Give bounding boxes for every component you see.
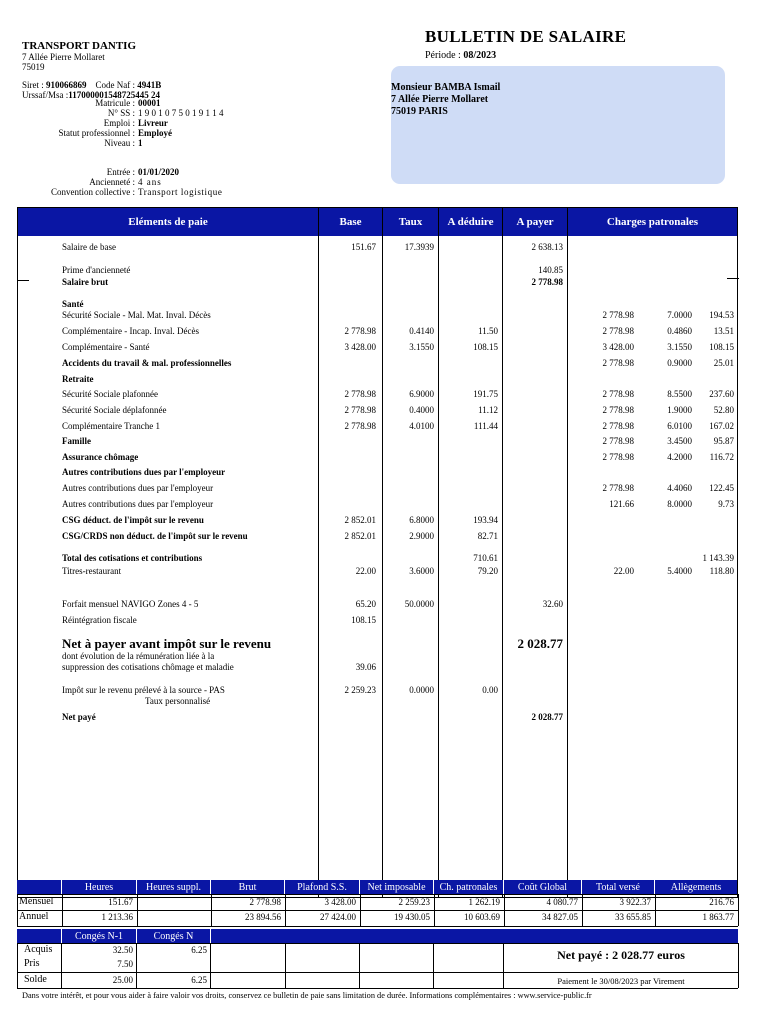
row-charge-taux: 1.9000 <box>667 405 692 415</box>
row-label: Autres contributions dues par l'employeur <box>62 467 226 477</box>
row-label: Forfait mensuel NAVIGO Zones 4 - 5 <box>62 599 199 609</box>
row-label: Autres contributions dues par l'employeur <box>62 499 214 509</box>
acquis-cell: 32.50 <box>112 945 133 955</box>
row-label: Complémentaire - Incap. Inval. Décès <box>62 326 199 336</box>
row-charge-montant: 108.15 <box>709 342 734 352</box>
row-taux: 17.3939 <box>404 242 434 252</box>
pris-cell <box>137 957 211 971</box>
row-charge-base: 2 778.98 <box>602 310 634 320</box>
periode-value: 08/2023 <box>463 50 497 61</box>
row-base: 2 778.98 <box>344 326 376 336</box>
net-paye-summary: Net payé : 2 028.77 euros <box>557 948 685 962</box>
row-taux: 6.8000 <box>409 515 434 525</box>
row-label: Réintégration fiscale <box>62 615 137 625</box>
grid-line <box>285 943 286 988</box>
exoneration-value: 39.06 <box>355 662 376 672</box>
employer-postcode: 75019 <box>22 62 45 72</box>
emploi-value: Livreur <box>138 118 168 128</box>
mensuel-cell <box>137 895 211 909</box>
summary-header: Total versé <box>582 880 654 894</box>
row-charge-taux: 3.1550 <box>667 342 692 352</box>
grid-line <box>17 972 738 973</box>
summary-header: Brut <box>211 880 284 894</box>
grid-line <box>210 943 211 988</box>
header-charges: Charges patronales <box>568 208 737 236</box>
conges-n-header: Congés N <box>137 929 210 943</box>
entree-label: Entrée : <box>106 167 135 177</box>
row-charge-base: 3 428.00 <box>602 342 634 352</box>
row-label: Complémentaire Tranche 1 <box>62 421 160 431</box>
annuel-cell: 23 894.56 <box>245 912 281 922</box>
row-label: Salaire de base <box>62 242 116 252</box>
row-charge-montant: 95.87 <box>713 436 734 446</box>
row-label: Accidents du travail & mal. professionnelles <box>62 358 232 368</box>
row-charge-taux: 8.0000 <box>667 499 692 509</box>
solde-cell: 6.25 <box>191 975 207 985</box>
row-taux: 0.4140 <box>409 326 434 336</box>
header-elements: Eléments de paie <box>18 208 318 236</box>
grid-line <box>137 894 138 926</box>
row-label: Famille <box>62 436 91 446</box>
siret-label: Siret : <box>22 80 44 90</box>
row-deduire: 710.61 <box>473 553 498 563</box>
row-charge-montant: 52.80 <box>713 405 734 415</box>
employee-city: 75019 PARIS <box>391 106 448 117</box>
grid-line <box>433 943 434 988</box>
mensuel-cell: 3 428.00 <box>324 897 356 907</box>
niveau-value: 1 <box>138 138 143 148</box>
taux-perso-label: Taux personnalisé <box>145 696 211 706</box>
row-taux: 50.0000 <box>404 599 434 609</box>
summary-header: Plafond S.S. <box>285 880 359 894</box>
row-deduire: 111.44 <box>473 421 498 431</box>
net-avant-impot-label: Net à payer avant impôt sur le revenu <box>62 636 272 651</box>
employee-address <box>391 82 500 118</box>
row-label: Salaire brut <box>62 277 109 287</box>
row-charge-base: 2 778.98 <box>602 452 634 462</box>
grid-line <box>655 894 656 926</box>
header-payer: A payer <box>503 208 567 236</box>
row-taux: 4.0100 <box>409 421 434 431</box>
grid-line <box>359 943 360 988</box>
row-base: 2 852.01 <box>344 531 376 541</box>
row-charge-montant: 118.80 <box>709 566 734 576</box>
row-label: Sécurité Sociale plafonnée <box>62 389 158 399</box>
row-label: Santé <box>62 299 84 309</box>
row-label: Retraite <box>62 374 94 384</box>
col-divider <box>502 208 503 897</box>
niveau-label: Niveau : <box>104 138 135 148</box>
row-base: 151.67 <box>351 242 376 252</box>
naf-label: Code Naf : <box>95 80 135 90</box>
row-charge-base: 22.00 <box>613 566 634 576</box>
net-paye-label: Net payé <box>62 712 96 722</box>
employer-name: TRANSPORT DANTIG <box>22 40 137 52</box>
grid-line <box>17 943 18 988</box>
col-divider <box>438 208 439 897</box>
row-label: CSG déduct. de l'impôt sur le revenu <box>62 515 204 525</box>
row-label: Sécurité Sociale - Mal. Mat. Inval. Décès <box>62 310 211 320</box>
summary-header: Ch. patronales <box>434 880 503 894</box>
row-taux: 3.1550 <box>409 342 434 352</box>
row-charge-montant: 237.60 <box>709 389 734 399</box>
ss-value: 1 9 0 1 0 7 5 0 1 9 1 1 4 <box>138 108 224 118</box>
mensuel-cell: 3 922.37 <box>619 897 651 907</box>
grid-line <box>61 943 62 988</box>
emploi-label: Emploi : <box>103 118 135 128</box>
mensuel-cell: 2 778.98 <box>249 897 281 907</box>
employer-block <box>22 40 136 72</box>
row-payer: 140.85 <box>538 265 563 275</box>
row-payer: 2 638.13 <box>531 242 563 252</box>
row-charge-base: 121.66 <box>609 499 634 509</box>
row-label: Autres contributions dues par l'employeur <box>62 483 214 493</box>
row-charge-montant: 25.01 <box>713 358 734 368</box>
paiement-info: Paiement le 30/08/2023 par Virement <box>557 976 685 986</box>
row-payer: 2 778.98 <box>531 277 563 287</box>
row-deduire: 193.94 <box>473 515 498 525</box>
grid-line <box>136 943 137 988</box>
periode-label: Période : <box>425 50 461 61</box>
mensuel-label: Mensuel <box>19 896 54 907</box>
employee-info <box>22 98 302 148</box>
mensuel-cell: 216.76 <box>709 897 734 907</box>
conges-header-fill <box>211 929 738 943</box>
row-base: 65.20 <box>355 599 376 609</box>
grid-line <box>17 988 738 989</box>
exoneration-text-2: suppression des cotisations chômage et maladie <box>62 662 234 672</box>
row-charge-taux: 5.4000 <box>667 566 692 576</box>
acquis-cell: 6.25 <box>191 945 207 955</box>
convention-value: Transport logistique <box>138 187 223 197</box>
exoneration-text-1: dont évolution de la rémunération liée à la <box>62 651 215 661</box>
summary-header-blank <box>17 880 61 894</box>
grid-line <box>582 894 583 926</box>
statut-label: Statut professionnel : <box>58 128 135 138</box>
annuel-cell: 19 430.05 <box>394 912 430 922</box>
pris-cell: 7.50 <box>117 959 133 969</box>
row-charge-montant: 9.73 <box>718 499 734 509</box>
row-charge-taux: 4.4060 <box>667 483 692 493</box>
grid-line <box>434 894 435 926</box>
annuel-label: Annuel <box>19 911 49 922</box>
acquis-label: Acquis <box>24 944 53 955</box>
naf-value: 4941B <box>137 80 162 90</box>
net-avant-impot-value: 2 028.77 <box>517 636 563 651</box>
summary-header: Coût Global <box>504 880 581 894</box>
matricule-value: 00001 <box>138 98 161 108</box>
siret-value: 910066869 <box>46 80 87 90</box>
row-charge-montant: 167.02 <box>709 421 734 431</box>
mensuel-cell: 2 259.23 <box>398 897 430 907</box>
row-charge-montant: 116.72 <box>709 452 734 462</box>
row-label: Sécurité Sociale déplafonnée <box>62 405 167 415</box>
pris-label: Pris <box>24 958 40 969</box>
row-charge-montant: 1 143.39 <box>702 553 734 563</box>
row-base: 2 778.98 <box>344 421 376 431</box>
conges-header-blank <box>17 929 61 943</box>
summary-header: Heures <box>62 880 136 894</box>
grid-line <box>62 894 63 926</box>
row-label: Prime d'ancienneté <box>62 265 131 275</box>
row-charge-taux: 6.0100 <box>667 421 692 431</box>
employer-identifiers <box>22 80 161 100</box>
entree-value: 01/01/2020 <box>138 167 180 177</box>
contract-info <box>22 167 322 197</box>
pas-base: 2 259.23 <box>344 685 376 695</box>
annuel-cell: 33 655.85 <box>615 912 651 922</box>
matricule-label: Matricule : <box>95 98 135 108</box>
row-base: 3 428.00 <box>344 342 376 352</box>
row-base: 2 852.01 <box>344 515 376 525</box>
solde-label: Solde <box>24 974 47 985</box>
solde-cell: 25.00 <box>112 975 133 985</box>
header-base: Base <box>319 208 382 236</box>
summary-header: Heures suppl. <box>137 880 210 894</box>
document-title: BULLETIN DE SALAIRE <box>425 27 627 46</box>
row-charge-base: 2 778.98 <box>602 326 634 336</box>
anciennete-label: Ancienneté : <box>89 177 135 187</box>
row-base: 2 778.98 <box>344 405 376 415</box>
mensuel-cell: 151.67 <box>108 897 133 907</box>
row-taux: 3.6000 <box>409 566 434 576</box>
row-deduire: 11.12 <box>478 405 498 415</box>
col-divider <box>318 208 319 897</box>
employee-street: 7 Allée Pierre Mollaret <box>391 94 489 105</box>
row-base: 108.15 <box>351 615 376 625</box>
grid-line <box>738 894 739 926</box>
summary-header: Net imposable <box>360 880 433 894</box>
row-taux: 6.9000 <box>409 389 434 399</box>
pas-deduire: 0.00 <box>482 685 498 695</box>
annuel-cell: 27 424.00 <box>320 912 356 922</box>
row-label: Complémentaire - Santé <box>62 342 150 352</box>
pas-label: Impôt sur le revenu prélevé à la source - PAS <box>62 685 225 695</box>
row-charge-taux: 7.0000 <box>667 310 692 320</box>
row-deduire: 82.71 <box>477 531 498 541</box>
statut-value: Employé <box>138 128 173 138</box>
row-charge-montant: 13.51 <box>713 326 734 336</box>
grid-line <box>17 910 738 911</box>
row-base: 2 778.98 <box>344 389 376 399</box>
col-divider <box>567 208 568 897</box>
row-charge-taux: 8.5500 <box>667 389 692 399</box>
row-deduire: 11.50 <box>478 326 498 336</box>
grid-line <box>738 943 739 988</box>
row-charge-base: 2 778.98 <box>602 483 634 493</box>
ss-label: N° SS : <box>107 108 135 118</box>
net-paye-value: 2 028.77 <box>531 712 563 722</box>
row-payer: 32.60 <box>542 599 563 609</box>
grid-line <box>504 894 505 926</box>
row-charge-base: 2 778.98 <box>602 421 634 431</box>
pas-taux: 0.0000 <box>409 685 434 695</box>
row-label: CSG/CRDS non déduct. de l'impôt sur le revenu <box>62 531 248 541</box>
employee-name: Monsieur BAMBA Ismail <box>391 82 501 93</box>
row-taux: 2.9000 <box>409 531 434 541</box>
annuel-cell: 1 863.77 <box>702 912 734 922</box>
row-charge-taux: 0.9000 <box>667 358 692 368</box>
row-base: 22.00 <box>355 566 376 576</box>
convention-label: Convention collective : <box>51 187 135 197</box>
col-divider <box>382 208 383 897</box>
grid-line <box>17 943 738 944</box>
anciennete-value: 4 ans <box>138 177 162 187</box>
row-label: Total des cotisations et contributions <box>62 553 203 563</box>
grid-line <box>360 894 361 926</box>
footer-note: Dans votre intérêt, et pour vous aider à faire valoir vos droits, conservez ce bulletin de paie sans limitation de durée. Informations complémentaires : www.service-public.fr <box>22 991 592 1000</box>
row-taux: 0.4000 <box>409 405 434 415</box>
tick-mark <box>727 278 739 279</box>
row-deduire: 79.20 <box>477 566 498 576</box>
row-deduire: 191.75 <box>473 389 498 399</box>
row-label: Assurance chômage <box>62 452 139 462</box>
tick-mark <box>17 280 29 281</box>
header-taux: Taux <box>383 208 438 236</box>
employer-street: 7 Allée Pierre Mollaret <box>22 52 105 62</box>
row-deduire: 108.15 <box>473 342 498 352</box>
payslip-table <box>17 207 738 898</box>
row-label: Titres-restaurant <box>62 566 122 576</box>
row-charge-montant: 194.53 <box>709 310 734 320</box>
grid-line <box>17 926 738 927</box>
mensuel-cell: 1 262.19 <box>468 897 500 907</box>
periode <box>425 50 496 61</box>
annuel-cell: 1 213.36 <box>101 912 133 922</box>
urssaf-value: 117000001548725445 24 <box>68 90 161 100</box>
conges-n1-header: Congés N-1 <box>62 929 136 943</box>
employee-address-box <box>391 66 725 184</box>
grid-line <box>285 894 286 926</box>
row-charge-taux: 4.2000 <box>667 452 692 462</box>
row-charge-taux: 0.4860 <box>667 326 692 336</box>
row-charge-taux: 3.4500 <box>667 436 692 446</box>
grid-line <box>17 894 18 926</box>
row-charge-base: 2 778.98 <box>602 358 634 368</box>
row-charge-base: 2 778.98 <box>602 405 634 415</box>
urssaf-label: Urssaf/Msa : <box>22 90 69 100</box>
grid-line <box>211 894 212 926</box>
row-charge-montant: 122.45 <box>709 483 734 493</box>
row-charge-base: 2 778.98 <box>602 436 634 446</box>
annuel-cell: 34 827.05 <box>542 912 578 922</box>
row-charge-base: 2 778.98 <box>602 389 634 399</box>
grid-line <box>17 894 738 895</box>
mensuel-cell: 4 080.77 <box>546 897 578 907</box>
summary-header: Allègements <box>655 880 737 894</box>
annuel-cell <box>137 910 211 924</box>
header-deduire: A déduire <box>439 208 502 236</box>
annuel-cell: 10 603.69 <box>464 912 500 922</box>
